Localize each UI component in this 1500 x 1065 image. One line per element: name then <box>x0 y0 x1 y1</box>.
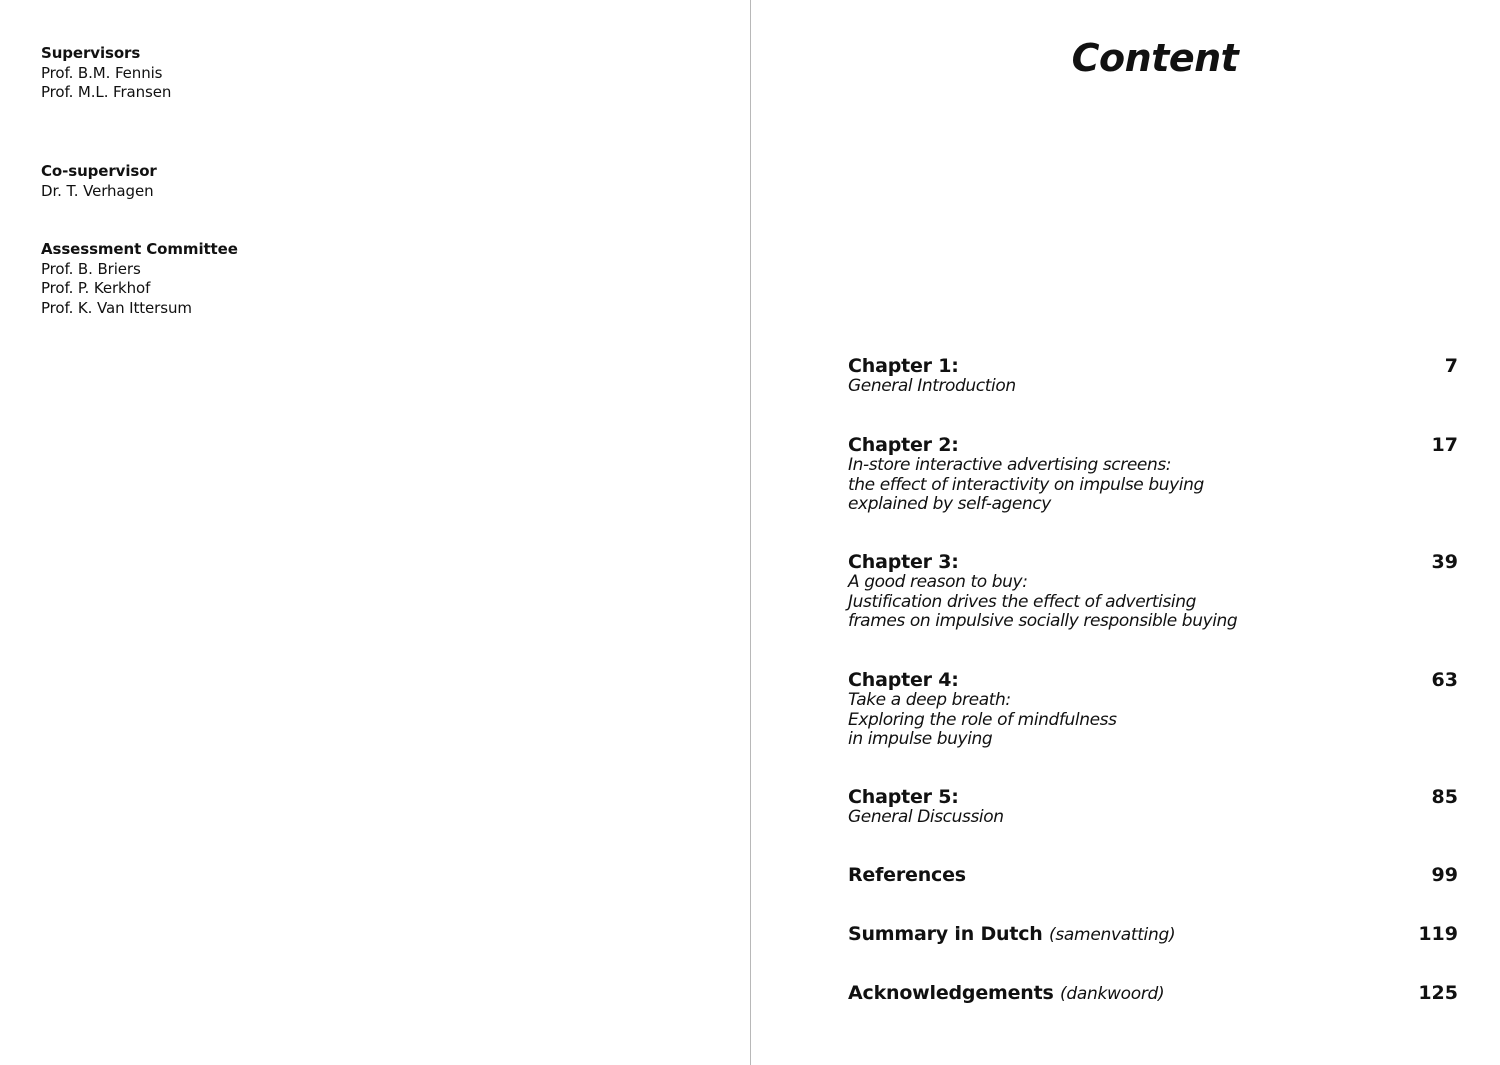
toc-heading-line <box>848 982 1458 1005</box>
person-name: Prof. M.L. Fransen <box>41 83 172 101</box>
toc-heading-line <box>848 923 1458 946</box>
toc-page-number: 85 <box>1431 786 1458 808</box>
toc-entry-acknowledgements <box>848 982 1458 1005</box>
toc-page-number: 99 <box>1431 864 1458 886</box>
toc-entry-chapter-2 <box>848 434 1458 515</box>
toc-heading: Summary in Dutch <box>848 923 1043 945</box>
person-name: Prof. K. Van Ittersum <box>41 298 192 317</box>
toc-page-number: 7 <box>1444 355 1458 377</box>
toc-heading: References <box>848 864 966 886</box>
toc-subtitle: A good reason to buy: <box>848 572 1028 592</box>
person-name: Prof. B.M. Fennis <box>41 63 163 82</box>
role-heading: Supervisors <box>41 44 141 62</box>
role-heading: Co-supervisor <box>41 162 157 180</box>
person-name: Prof. P. Kerkhof <box>41 279 151 297</box>
toc-entry-chapter-5 <box>848 786 1458 828</box>
toc-heading: Chapter 5: <box>848 786 959 808</box>
person-name: Dr. T. Verhagen <box>41 181 154 200</box>
person-name: Prof. B. Briers <box>41 259 141 278</box>
toc-page-number: 39 <box>1431 551 1458 573</box>
toc-subtitle: explained by self-agency <box>848 494 1051 515</box>
toc-subtitle: Justification drives the effect of advertising <box>848 591 1197 612</box>
toc-entry-chapter-1 <box>848 355 1458 397</box>
toc-subtitle: General Introduction <box>848 376 1016 396</box>
toc-entry-summary <box>848 923 1458 946</box>
co-supervisor-block <box>41 162 157 201</box>
toc-entry-chapter-4 <box>848 669 1458 750</box>
supervisors-block <box>41 44 171 103</box>
toc-subtitle: in impulse buying <box>848 729 993 750</box>
toc-heading: Chapter 1: <box>848 355 959 377</box>
toc-note: (samenvatting) <box>1049 925 1176 945</box>
toc-page-number: 119 <box>1418 923 1458 945</box>
toc-heading: Chapter 2: <box>848 434 959 456</box>
toc-subtitle: frames on impulsive socially responsible buying <box>848 611 1238 632</box>
toc-page-number: 63 <box>1431 669 1458 691</box>
toc-subtitle: Exploring the role of mindfulness <box>848 709 1117 730</box>
toc-page-number: 125 <box>1418 982 1458 1004</box>
toc-note: (dankwoord) <box>1060 984 1165 1004</box>
toc-heading: Acknowledgements <box>848 982 1054 1004</box>
toc-heading: Chapter 3: <box>848 551 959 573</box>
toc-subtitle: General Discussion <box>848 807 1004 827</box>
assessment-committee-block <box>41 240 238 318</box>
toc-subtitle: the effect of interactivity on impulse buying <box>848 474 1204 495</box>
right-page <box>751 0 1500 1065</box>
toc-heading: Chapter 4: <box>848 669 959 691</box>
toc-subtitle: In-store interactive advertising screens: <box>848 455 1172 475</box>
role-heading: Assessment Committee <box>41 240 238 258</box>
toc-entry-chapter-3 <box>848 551 1458 632</box>
toc-page-number: 17 <box>1431 434 1458 456</box>
toc-entry-references <box>848 864 1458 886</box>
page-title: Content <box>1071 36 1239 80</box>
toc-subtitle: Take a deep breath: <box>848 690 1011 710</box>
